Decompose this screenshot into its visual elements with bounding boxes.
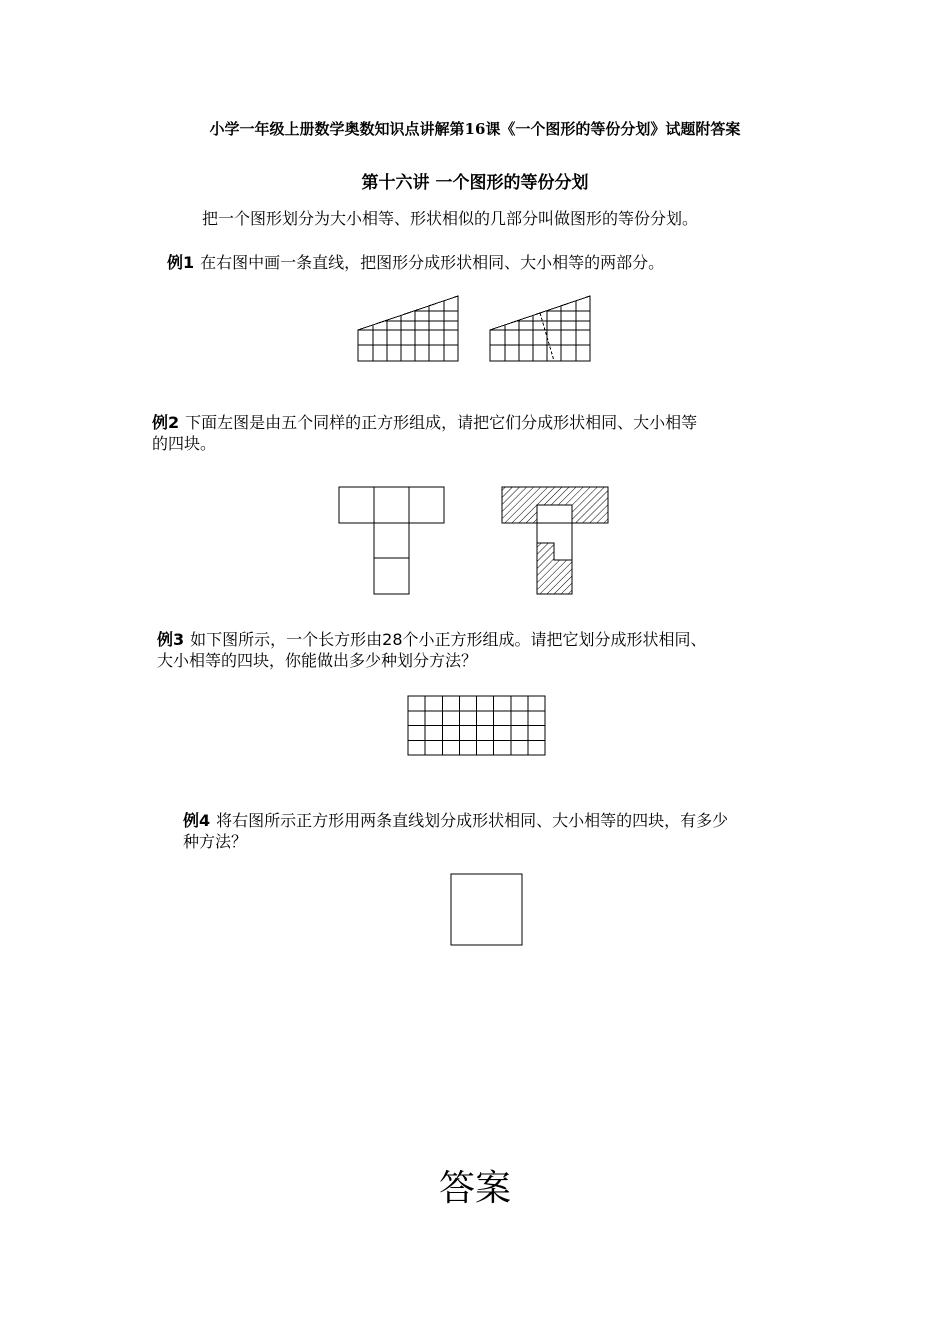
example-4 <box>183 810 728 852</box>
example-3-label: 例3 <box>157 630 185 649</box>
example-3-line1: 如下图所示，一个长方形由28个小正方形组成。请把它划分成形状相同、 <box>190 630 707 649</box>
example-1 <box>167 252 664 273</box>
example-4-label: 例4 <box>183 811 211 830</box>
intro-text: 把一个图形划分为大小相等、形状相似的几部分叫做图形的等份分划。 <box>202 209 699 228</box>
example-1-label: 例1 <box>167 253 195 272</box>
answer-heading: 答案 <box>438 1168 511 1209</box>
example-3-grid <box>406 694 548 758</box>
example-2-line2: 的四块。 <box>152 434 217 453</box>
lesson-title: 第十六讲 一个图形的等份分划 <box>361 173 589 193</box>
example-4-line2: 种方法？ <box>183 832 248 851</box>
example-4-square <box>449 872 525 948</box>
document-title: 小学一年级上册数学奥数知识点讲解第16课《一个图形的等份分划》试题附答案 <box>209 120 741 138</box>
example-2-line1: 下面左图是由五个同样的正方形组成，请把它们分成形状相同、大小相等 <box>185 413 698 432</box>
example-1-figure-original <box>356 292 462 364</box>
example-4-line1: 将右图所示正方形用两条直线划分成形状相同、大小相等的四块，有多少 <box>216 811 729 830</box>
example-1-text: 在右图中画一条直线，把图形分成形状相同、大小相等的两部分。 <box>200 253 665 272</box>
example-2 <box>152 412 697 454</box>
example-3 <box>157 629 707 671</box>
example-1-figure-solution <box>488 292 594 364</box>
example-2-figure-solution <box>500 485 612 597</box>
example-2-label: 例2 <box>152 413 180 432</box>
example-3-line2: 大小相等的四块，你能做出多少种划分方法？ <box>157 651 478 670</box>
example-2-figure-original <box>337 485 447 597</box>
